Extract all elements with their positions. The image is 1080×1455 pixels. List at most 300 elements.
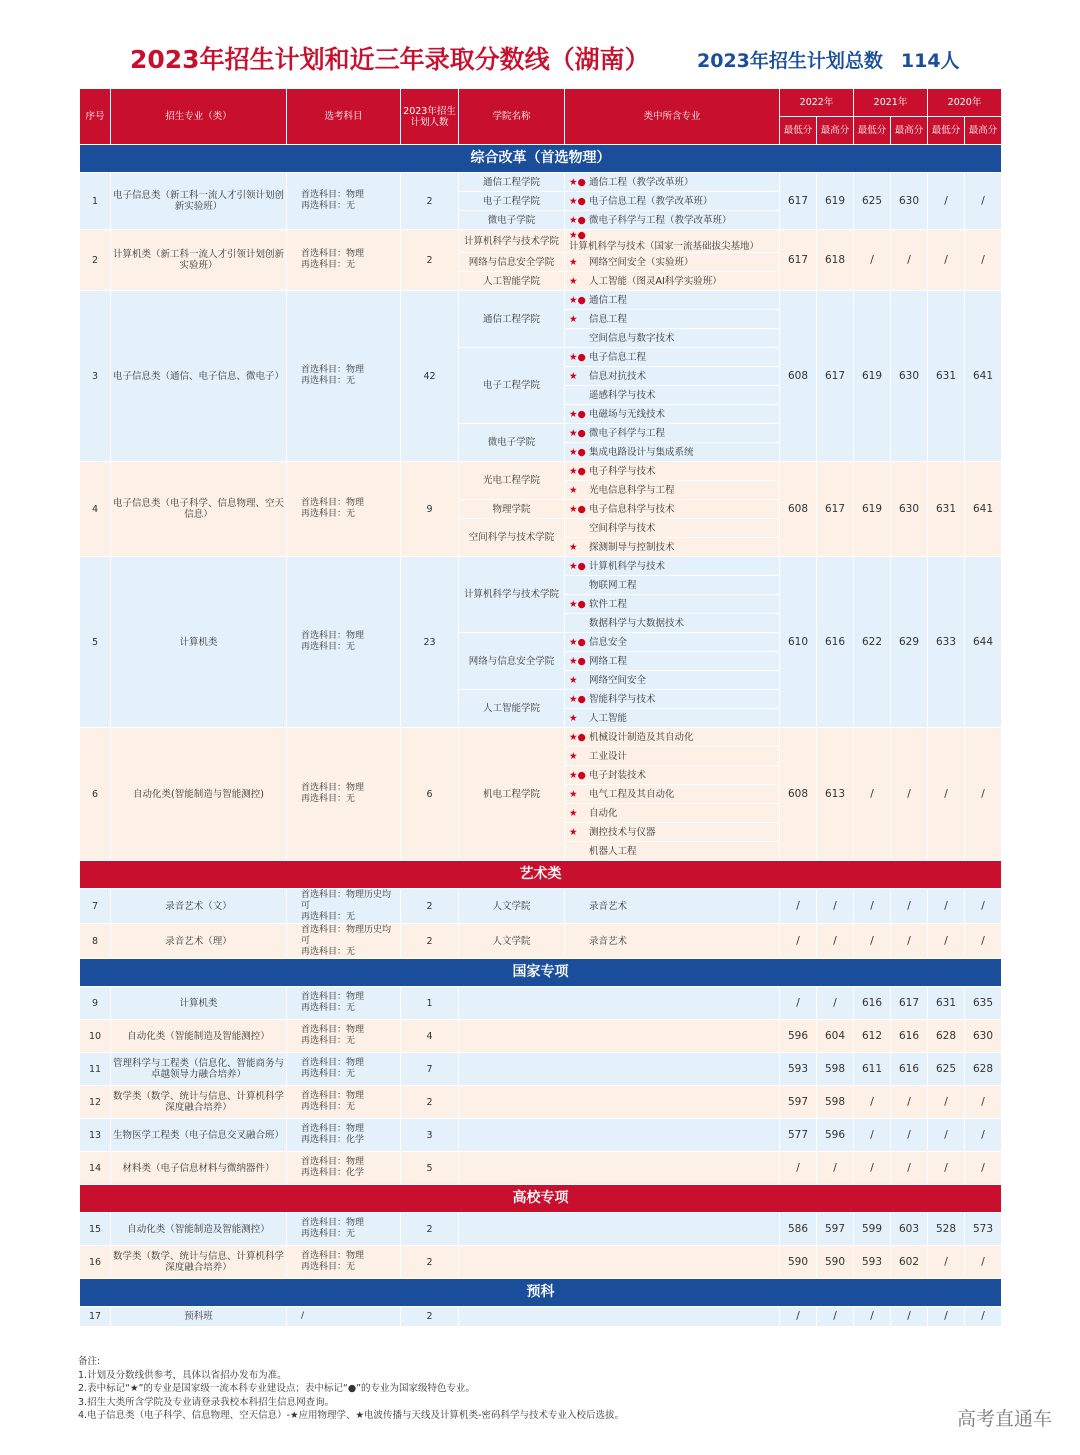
header-year-2021: 2021年 xyxy=(854,89,928,117)
min-score: 608 xyxy=(780,291,817,462)
included-major-name: 通信工程（教学改革班） xyxy=(589,176,694,188)
page-title: 2023年招生计划和近三年录取分数线（湖南） xyxy=(130,45,650,74)
max-score: / xyxy=(965,889,1002,924)
header-major: 招生专业（类） xyxy=(111,89,287,145)
header-year-2022: 2022年 xyxy=(780,89,854,117)
section-header xyxy=(80,861,1002,889)
star-dot-mark-icon: ★ xyxy=(569,256,578,268)
college-name: 空间科学与技术学院 xyxy=(459,519,565,557)
college-empty xyxy=(459,1307,780,1327)
max-score: / xyxy=(891,728,928,861)
college-name: 光电工程学院 xyxy=(459,462,565,500)
section-title: 综合改革（首选物理） xyxy=(80,145,1002,173)
included-major-name: 计算机科学与技术 xyxy=(589,560,666,572)
table-row xyxy=(80,924,1002,959)
college-empty xyxy=(459,987,780,1020)
included-major-name: 通信工程 xyxy=(589,294,628,306)
plan-count: 2 xyxy=(401,1086,459,1119)
row-number: 1 xyxy=(80,173,111,230)
row-number: 9 xyxy=(80,987,111,1020)
major-name: 录音艺术（文） xyxy=(111,889,287,924)
included-major xyxy=(565,192,780,211)
included-major xyxy=(565,310,780,329)
included-major-name: 物联网工程 xyxy=(589,579,637,591)
header-max: 最高分 xyxy=(965,117,1002,145)
included-major xyxy=(565,386,780,405)
plan-count: 3 xyxy=(401,1119,459,1152)
college-name: 网络与信息安全学院 xyxy=(459,633,565,690)
min-score: 631 xyxy=(928,987,965,1020)
college-name: 计算机科学与技术学院 xyxy=(459,557,565,633)
included-major xyxy=(565,614,780,633)
row-number: 14 xyxy=(80,1152,111,1185)
plan-total xyxy=(697,46,960,73)
included-major xyxy=(565,424,780,443)
included-major xyxy=(565,272,780,291)
plan-count: 5 xyxy=(401,1152,459,1185)
star-dot-mark-icon: ★ xyxy=(569,807,578,819)
included-major-name: 电子信息科学与技术 xyxy=(589,503,675,515)
subject-requirement: 首选科目：物理 再选科目：无 xyxy=(287,173,401,230)
star-dot-mark-icon: ★ xyxy=(569,788,578,800)
section-header xyxy=(80,1279,1002,1307)
college-empty xyxy=(459,1020,780,1053)
max-score: / xyxy=(817,987,854,1020)
header-college: 学院名称 xyxy=(459,89,565,145)
table-row xyxy=(80,1086,1002,1119)
star-dot-mark-icon: ★ xyxy=(569,674,578,686)
major-name: 录音艺术（理） xyxy=(111,924,287,959)
min-score: 625 xyxy=(928,1053,965,1086)
min-score: / xyxy=(928,230,965,291)
max-score: 616 xyxy=(891,1020,928,1053)
min-score: / xyxy=(854,728,891,861)
table-row xyxy=(80,462,1002,481)
min-score: / xyxy=(780,1307,817,1327)
min-score: / xyxy=(928,1119,965,1152)
plan-count: 2 xyxy=(401,173,459,230)
included-major xyxy=(565,709,780,728)
included-major xyxy=(565,889,780,924)
max-score: 630 xyxy=(891,173,928,230)
row-number: 6 xyxy=(80,728,111,861)
max-score: / xyxy=(965,1086,1002,1119)
subject-requirement: 首选科目：物理 再选科目：无 xyxy=(287,1086,401,1119)
college-empty xyxy=(459,1213,780,1246)
included-major-name: 空间科学与技术 xyxy=(589,522,656,534)
max-score: / xyxy=(891,1119,928,1152)
max-score: / xyxy=(965,728,1002,861)
max-score: / xyxy=(891,230,928,291)
table-row xyxy=(80,1119,1002,1152)
max-score: / xyxy=(817,1307,854,1327)
star-dot-mark-icon: ★● xyxy=(569,351,586,363)
section-title: 高校专项 xyxy=(80,1185,1002,1213)
max-score: 630 xyxy=(891,291,928,462)
max-score: 619 xyxy=(817,173,854,230)
min-score: 586 xyxy=(780,1213,817,1246)
header-no: 序号 xyxy=(80,89,111,145)
star-dot-mark-icon: ★● xyxy=(569,408,586,420)
min-score: 617 xyxy=(780,173,817,230)
subject-requirement: 首选科目：物理 再选科目：无 xyxy=(287,1053,401,1086)
star-dot-mark-icon: ★● xyxy=(569,214,586,226)
star-dot-mark-icon: ★● xyxy=(569,731,586,743)
admission-table xyxy=(79,88,1002,1327)
included-major-name: 电子信息工程（教学改革班） xyxy=(589,195,713,207)
row-number: 2 xyxy=(80,230,111,291)
min-score: 631 xyxy=(928,462,965,557)
max-score: 617 xyxy=(817,291,854,462)
included-major xyxy=(565,211,780,230)
max-score: 641 xyxy=(965,291,1002,462)
header-plan: 2023年招生计划人数 xyxy=(401,89,459,145)
table-row xyxy=(80,291,1002,310)
header-min: 最低分 xyxy=(780,117,817,145)
plan-count: 4 xyxy=(401,1020,459,1053)
max-score: 629 xyxy=(891,557,928,728)
star-dot-mark-icon: ★● xyxy=(569,294,586,306)
major-name: 计算机类 xyxy=(111,557,287,728)
star-dot-mark-icon: ★● xyxy=(569,195,586,207)
table-row xyxy=(80,1246,1002,1279)
college-name: 物理学院 xyxy=(459,500,565,519)
min-score: 528 xyxy=(928,1213,965,1246)
plan-count: 2 xyxy=(401,924,459,959)
included-major xyxy=(565,253,780,272)
max-score: 598 xyxy=(817,1086,854,1119)
max-score: / xyxy=(965,924,1002,959)
section-title: 国家专项 xyxy=(80,959,1002,987)
subject-requirement: 首选科目：物理 再选科目：无 xyxy=(287,728,401,861)
min-score: 608 xyxy=(780,728,817,861)
star-dot-mark-icon: ★ xyxy=(569,826,578,838)
included-major xyxy=(565,519,780,538)
included-major-name: 测控技术与仪器 xyxy=(589,826,656,838)
college-name: 通信工程学院 xyxy=(459,291,565,348)
table-row xyxy=(80,1213,1002,1246)
max-score: / xyxy=(891,1307,928,1327)
min-score: / xyxy=(854,889,891,924)
min-score: / xyxy=(928,1307,965,1327)
max-score: / xyxy=(891,1152,928,1185)
min-score: / xyxy=(928,173,965,230)
included-major xyxy=(565,291,780,310)
major-name: 生物医学工程类（电子信息交叉融合班） xyxy=(111,1119,287,1152)
included-major-name: 计算机科学与技术（国家一流基础拔尖基地） xyxy=(569,241,760,252)
included-major xyxy=(565,690,780,709)
subject-requirement: 首选科目：物理 再选科目：无 xyxy=(287,987,401,1020)
included-major xyxy=(565,557,780,576)
included-major-name: 网络空间安全 xyxy=(589,674,647,686)
max-score: 598 xyxy=(817,1053,854,1086)
included-major-name: 电子封装技术 xyxy=(589,769,647,781)
included-major xyxy=(565,728,780,747)
included-major xyxy=(565,766,780,785)
college-name: 电子工程学院 xyxy=(459,192,565,211)
included-major xyxy=(565,652,780,671)
subject-requirement: 首选科目：物理历史均可 再选科目：无 xyxy=(287,924,401,959)
included-major xyxy=(565,595,780,614)
max-score: 630 xyxy=(891,462,928,557)
subject-requirement: 首选科目：物理历史均可 再选科目：无 xyxy=(287,889,401,924)
included-major xyxy=(565,367,780,386)
included-major-name: 工业设计 xyxy=(589,750,628,762)
included-major xyxy=(565,785,780,804)
college-empty xyxy=(459,1086,780,1119)
plan-count: 2 xyxy=(401,1307,459,1327)
college-name: 机电工程学院 xyxy=(459,728,565,861)
min-score: 631 xyxy=(928,291,965,462)
header-year-2020: 2020年 xyxy=(928,89,1002,117)
included-major xyxy=(565,348,780,367)
included-major xyxy=(565,823,780,842)
max-score: / xyxy=(965,1307,1002,1327)
max-score: / xyxy=(891,924,928,959)
row-number: 10 xyxy=(80,1020,111,1053)
max-score: 630 xyxy=(965,1020,1002,1053)
note-line: 1.计划及分数线供参考，具体以省招办发布为准。 xyxy=(78,1369,287,1381)
min-score: / xyxy=(928,1152,965,1185)
row-number: 15 xyxy=(80,1213,111,1246)
plan-total-label: 2023年招生计划总数 xyxy=(697,50,883,72)
included-major-name: 集成电路设计与集成系统 xyxy=(589,446,694,458)
subject-requirement: 首选科目：物理 再选科目：无 xyxy=(287,1020,401,1053)
table-row xyxy=(80,230,1002,253)
major-name: 计算机类 xyxy=(111,987,287,1020)
max-score: 635 xyxy=(965,987,1002,1020)
min-score: / xyxy=(928,889,965,924)
included-major-name: 人工智能 xyxy=(589,712,628,724)
notes xyxy=(78,1355,624,1423)
star-dot-mark-icon: ★● xyxy=(569,769,586,781)
row-number: 7 xyxy=(80,889,111,924)
min-score: 590 xyxy=(780,1246,817,1279)
max-score: / xyxy=(965,1152,1002,1185)
included-major-name: 智能科学与技术 xyxy=(589,693,656,705)
college-empty xyxy=(459,1119,780,1152)
included-major-name: 人工智能（图灵AI科学实验班） xyxy=(589,275,722,287)
major-name: 电子信息类（新工科一流人才引领计划创新实验班） xyxy=(111,173,287,230)
star-dot-mark-icon: ★ xyxy=(569,484,578,496)
max-score: / xyxy=(965,1246,1002,1279)
min-score: 593 xyxy=(780,1053,817,1086)
included-major xyxy=(565,924,780,959)
subject-requirement: 首选科目：物理 再选科目：无 xyxy=(287,462,401,557)
max-score: / xyxy=(891,1086,928,1119)
max-score: 618 xyxy=(817,230,854,291)
included-major-name: 数据科学与大数据技术 xyxy=(589,617,685,629)
max-score: 573 xyxy=(965,1213,1002,1246)
plan-count: 9 xyxy=(401,462,459,557)
max-score: / xyxy=(817,1152,854,1185)
section-title: 预科 xyxy=(80,1279,1002,1307)
plan-total-value: 114人 xyxy=(900,50,960,72)
max-score: 597 xyxy=(817,1213,854,1246)
included-major-name: 微电子科学与工程（教学改革班） xyxy=(589,214,732,226)
min-score: / xyxy=(780,889,817,924)
max-score: / xyxy=(817,924,854,959)
max-score: / xyxy=(891,889,928,924)
major-name: 自动化类（智能制造及智能测控） xyxy=(111,1020,287,1053)
subject-requirement: 首选科目：物理 再选科目：无 xyxy=(287,557,401,728)
major-name: 电子信息类（电子科学、信息物理、空天信息） xyxy=(111,462,287,557)
included-major xyxy=(565,747,780,766)
included-major-name: 探测制导与控制技术 xyxy=(589,541,675,553)
max-score: / xyxy=(817,889,854,924)
included-major-name: 电气工程及其自动化 xyxy=(589,788,675,800)
max-score: 603 xyxy=(891,1213,928,1246)
star-dot-mark-icon: ★ xyxy=(569,541,578,553)
min-score: 625 xyxy=(854,173,891,230)
subject-requirement: 首选科目：物理 再选科目：化学 xyxy=(287,1152,401,1185)
row-number: 5 xyxy=(80,557,111,728)
min-score: / xyxy=(854,1119,891,1152)
min-score: 612 xyxy=(854,1020,891,1053)
note-line: 备注: xyxy=(78,1356,101,1367)
max-score: 596 xyxy=(817,1119,854,1152)
min-score: / xyxy=(928,1246,965,1279)
college-name: 人工智能学院 xyxy=(459,272,565,291)
star-dot-mark-icon: ★● xyxy=(569,693,586,705)
min-score: 611 xyxy=(854,1053,891,1086)
max-score: 613 xyxy=(817,728,854,861)
row-number: 17 xyxy=(80,1307,111,1327)
max-score: 617 xyxy=(817,462,854,557)
included-major-name: 微电子科学与工程 xyxy=(589,427,666,439)
college-name: 通信工程学院 xyxy=(459,173,565,192)
included-major-name: 信息对抗技术 xyxy=(589,370,647,382)
major-name: 管理科学与工程类（信息化、智能商务与卓越领导力融合培养） xyxy=(111,1053,287,1086)
row-number: 16 xyxy=(80,1246,111,1279)
included-major-name: 光电信息科学与工程 xyxy=(589,484,675,496)
plan-count: 1 xyxy=(401,987,459,1020)
note-line: 2.表中标记“★”的专业是国家级一流本科专业建设点；表中标记“●”的专业为国家级特色专业。 xyxy=(78,1383,476,1394)
header-max: 最高分 xyxy=(891,117,928,145)
section-header xyxy=(80,959,1002,987)
min-score: 593 xyxy=(854,1246,891,1279)
star-dot-mark-icon: ★● xyxy=(569,655,586,667)
star-dot-mark-icon: ★● xyxy=(569,427,586,439)
included-major xyxy=(565,481,780,500)
college-name: 计算机科学与技术学院 xyxy=(459,230,565,253)
star-dot-mark-icon: ★● xyxy=(569,230,586,241)
header-max: 最高分 xyxy=(817,117,854,145)
college-empty xyxy=(459,1246,780,1279)
major-name: 预科班 xyxy=(111,1307,287,1327)
star-dot-mark-icon: ★● xyxy=(569,465,586,477)
header-subjects: 选考科目 xyxy=(287,89,401,145)
table-row xyxy=(80,728,1002,747)
min-score: / xyxy=(928,924,965,959)
min-score: / xyxy=(928,728,965,861)
included-major xyxy=(565,173,780,192)
included-major xyxy=(565,576,780,595)
included-major xyxy=(565,500,780,519)
included-major-name: 机械设计制造及其自动化 xyxy=(589,731,694,743)
included-major xyxy=(565,329,780,348)
college-empty xyxy=(459,1152,780,1185)
section-header xyxy=(80,145,1002,173)
star-dot-mark-icon: ★● xyxy=(569,598,586,610)
plan-count: 23 xyxy=(401,557,459,728)
star-dot-mark-icon: ★● xyxy=(569,446,586,458)
header-min: 最低分 xyxy=(928,117,965,145)
included-major xyxy=(565,462,780,481)
row-number: 12 xyxy=(80,1086,111,1119)
star-dot-mark-icon: ★ xyxy=(569,370,578,382)
major-name: 电子信息类（通信、电子信息、微电子） xyxy=(111,291,287,462)
included-major xyxy=(565,671,780,690)
included-major xyxy=(565,842,780,861)
header-majors: 类中所含专业 xyxy=(565,89,780,145)
min-score: 628 xyxy=(928,1020,965,1053)
included-major-name: 自动化 xyxy=(589,807,618,819)
college-name: 微电子学院 xyxy=(459,211,565,230)
row-number: 13 xyxy=(80,1119,111,1152)
min-score: / xyxy=(780,924,817,959)
table-row xyxy=(80,1053,1002,1086)
college-name: 人文学院 xyxy=(459,889,565,924)
subject-requirement: 首选科目：物理 再选科目：无 xyxy=(287,1213,401,1246)
table-row xyxy=(80,889,1002,924)
row-number: 8 xyxy=(80,924,111,959)
min-score: 599 xyxy=(854,1213,891,1246)
min-score: / xyxy=(854,924,891,959)
star-dot-mark-icon: ★ xyxy=(569,712,578,724)
included-major-name: 软件工程 xyxy=(589,598,628,610)
row-number: 4 xyxy=(80,462,111,557)
included-major-name: 电磁场与无线技术 xyxy=(589,408,666,420)
max-score: / xyxy=(965,1119,1002,1152)
included-major-name: 网络空间安全（实验班） xyxy=(589,256,694,268)
major-name: 数学类（数学、统计与信息、计算机科学深度融合培养） xyxy=(111,1246,287,1279)
max-score: 616 xyxy=(891,1053,928,1086)
star-dot-mark-icon: ★● xyxy=(569,503,586,515)
min-score: 619 xyxy=(854,291,891,462)
plan-count: 7 xyxy=(401,1053,459,1086)
star-dot-mark-icon: ★ xyxy=(569,275,578,287)
max-score: 616 xyxy=(817,557,854,728)
plan-count: 2 xyxy=(401,889,459,924)
plan-count: 6 xyxy=(401,728,459,861)
included-major xyxy=(565,230,780,253)
college-empty xyxy=(459,1053,780,1086)
major-name: 计算机类（新工科一流人才引领计划创新实验班） xyxy=(111,230,287,291)
note-line: 4.电子信息类（电子科学、信息物理、空天信息）-★应用物理学、★电波传播与天线及计算机类-密码科学与技术专业入校后选拔。 xyxy=(78,1410,624,1421)
college-name: 人文学院 xyxy=(459,924,565,959)
max-score: 617 xyxy=(891,987,928,1020)
min-score: 608 xyxy=(780,462,817,557)
included-major-name: 录音艺术 xyxy=(589,900,628,912)
included-major xyxy=(565,633,780,652)
max-score: / xyxy=(965,230,1002,291)
header-min: 最低分 xyxy=(854,117,891,145)
college-name: 网络与信息安全学院 xyxy=(459,253,565,272)
max-score: 628 xyxy=(965,1053,1002,1086)
table-row xyxy=(80,557,1002,576)
major-name: 材料类（电子信息材料与微纳器件） xyxy=(111,1152,287,1185)
included-major xyxy=(565,804,780,823)
max-score: 644 xyxy=(965,557,1002,728)
included-major-name: 录音艺术 xyxy=(589,935,628,947)
row-number: 3 xyxy=(80,291,111,462)
table-row xyxy=(80,173,1002,192)
min-score: 597 xyxy=(780,1086,817,1119)
subject-requirement: 首选科目：物理 再选科目：无 xyxy=(287,291,401,462)
min-score: / xyxy=(780,1152,817,1185)
college-name: 微电子学院 xyxy=(459,424,565,462)
